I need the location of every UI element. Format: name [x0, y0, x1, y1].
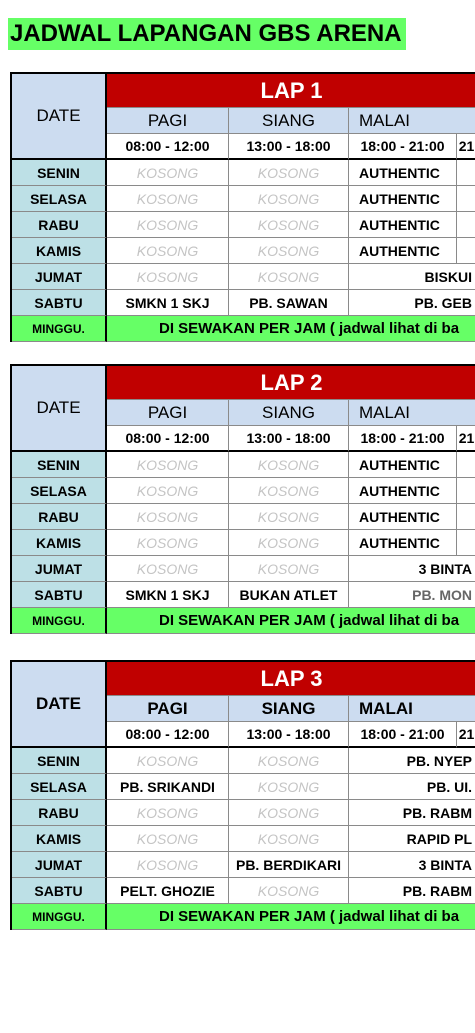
slot-malam: AUTHENTIC	[349, 186, 457, 212]
minggu-note: DI SEWAKAN PER JAM ( jadwal lihat di ba	[107, 904, 475, 930]
day-label: JUMAT	[12, 556, 107, 582]
day-label: SABTU	[12, 582, 107, 608]
slot-siang: KOSONG	[229, 826, 349, 852]
slot-malam: AUTHENTIC	[349, 238, 457, 264]
slot-pagi: KOSONG	[107, 186, 229, 212]
slot-siang: BUKAN ATLET	[229, 582, 349, 608]
date-header: DATE	[12, 366, 107, 452]
slot-pagi: SMKN 1 SKJ	[107, 290, 229, 316]
slot-siang: KOSONG	[229, 556, 349, 582]
slot-pagi: KOSONG	[107, 748, 229, 774]
slot-siang: KOSONG	[229, 748, 349, 774]
slot-malam: AUTHENTIC	[349, 212, 457, 238]
slot-malam: AUTHENTIC	[349, 452, 457, 478]
day-label: SENIN	[12, 748, 107, 774]
time-header-extra: 21	[457, 722, 475, 748]
minggu-note: DI SEWAKAN PER JAM ( jadwal lihat di ba	[107, 316, 475, 342]
day-label: JUMAT	[12, 852, 107, 878]
shift-header-pagi: PAGI	[107, 400, 229, 426]
slot-malam: 3 BINTA	[349, 556, 475, 582]
slot-extra	[457, 238, 475, 264]
slot-pagi: KOSONG	[107, 826, 229, 852]
slot-pagi: KOSONG	[107, 504, 229, 530]
slot-malam: 3 BINTA	[349, 852, 475, 878]
day-label: KAMIS	[12, 530, 107, 556]
shift-header-siang: SIANG	[229, 400, 349, 426]
time-header-pagi: 08:00 - 12:00	[107, 722, 229, 748]
day-label: JUMAT	[12, 264, 107, 290]
slot-pagi: KOSONG	[107, 264, 229, 290]
time-header-malam: 18:00 - 21:00	[349, 722, 457, 748]
slot-malam: AUTHENTIC	[349, 478, 457, 504]
slot-malam: PB. RABM	[349, 878, 475, 904]
day-label: RABU	[12, 800, 107, 826]
slot-pagi: PB. SRIKANDI	[107, 774, 229, 800]
slot-extra	[457, 452, 475, 478]
day-label: SABTU	[12, 878, 107, 904]
day-label-minggu: MINGGU.	[12, 316, 107, 342]
shift-header-siang: SIANG	[229, 696, 349, 722]
time-header-siang: 13:00 - 18:00	[229, 722, 349, 748]
day-label: SABTU	[12, 290, 107, 316]
time-header-siang: 13:00 - 18:00	[229, 426, 349, 452]
slot-siang: KOSONG	[229, 774, 349, 800]
time-header-malam: 18:00 - 21:00	[349, 134, 457, 160]
day-label-minggu: MINGGU.	[12, 904, 107, 930]
slot-extra	[457, 478, 475, 504]
lap-table	[10, 660, 475, 930]
slot-pagi: KOSONG	[107, 478, 229, 504]
slot-siang: KOSONG	[229, 504, 349, 530]
slot-siang: PB. SAWAN	[229, 290, 349, 316]
slot-siang: KOSONG	[229, 478, 349, 504]
slot-extra	[457, 530, 475, 556]
slot-siang: KOSONG	[229, 878, 349, 904]
time-header-extra: 21	[457, 426, 475, 452]
day-label-minggu: MINGGU.	[12, 608, 107, 634]
slot-pagi: KOSONG	[107, 212, 229, 238]
slot-siang: KOSONG	[229, 212, 349, 238]
slot-pagi: KOSONG	[107, 530, 229, 556]
page-title: JADWAL LAPANGAN GBS ARENA	[8, 18, 406, 50]
day-label: SENIN	[12, 452, 107, 478]
slot-pagi: KOSONG	[107, 852, 229, 878]
slot-malam: AUTHENTIC	[349, 504, 457, 530]
lap-title: LAP 3	[107, 662, 475, 696]
slot-malam: RAPID PL	[349, 826, 475, 852]
slot-malam: PB. GEB	[349, 290, 475, 316]
slot-siang: PB. BERDIKARI	[229, 852, 349, 878]
slot-extra	[457, 212, 475, 238]
slot-extra	[457, 504, 475, 530]
shift-header-malam: MALAI	[349, 696, 475, 722]
day-label: RABU	[12, 212, 107, 238]
lap-title: LAP 2	[107, 366, 475, 400]
day-label: SENIN	[12, 160, 107, 186]
day-label: SELASA	[12, 774, 107, 800]
time-header-pagi: 08:00 - 12:00	[107, 426, 229, 452]
slot-siang: KOSONG	[229, 800, 349, 826]
slot-pagi: SMKN 1 SKJ	[107, 582, 229, 608]
slot-siang: KOSONG	[229, 530, 349, 556]
date-header: DATE	[12, 662, 107, 748]
day-label: SELASA	[12, 478, 107, 504]
slot-pagi: PELT. GHOZIE	[107, 878, 229, 904]
lap-table	[10, 72, 475, 342]
slot-pagi: KOSONG	[107, 800, 229, 826]
slot-extra	[457, 160, 475, 186]
slot-malam: AUTHENTIC	[349, 160, 457, 186]
slot-malam: BISKUI	[349, 264, 475, 290]
slot-pagi: KOSONG	[107, 556, 229, 582]
day-label: RABU	[12, 504, 107, 530]
slot-pagi: KOSONG	[107, 452, 229, 478]
slot-malam: PB. RABM	[349, 800, 475, 826]
lap-table	[10, 364, 475, 634]
slot-siang: KOSONG	[229, 452, 349, 478]
shift-header-pagi: PAGI	[107, 108, 229, 134]
day-label: SELASA	[12, 186, 107, 212]
slot-malam: AUTHENTIC	[349, 530, 457, 556]
date-header: DATE	[12, 74, 107, 160]
slot-malam: PB. NYEP	[349, 748, 475, 774]
slot-malam: PB. MON	[349, 582, 475, 608]
shift-header-pagi: PAGI	[107, 696, 229, 722]
day-label: KAMIS	[12, 238, 107, 264]
shift-header-malam: MALAI	[349, 400, 475, 426]
time-header-siang: 13:00 - 18:00	[229, 134, 349, 160]
shift-header-malam: MALAI	[349, 108, 475, 134]
slot-siang: KOSONG	[229, 186, 349, 212]
lap-title: LAP 1	[107, 74, 475, 108]
time-header-pagi: 08:00 - 12:00	[107, 134, 229, 160]
slot-extra	[457, 186, 475, 212]
time-header-malam: 18:00 - 21:00	[349, 426, 457, 452]
slot-siang: KOSONG	[229, 160, 349, 186]
time-header-extra: 21	[457, 134, 475, 160]
minggu-note: DI SEWAKAN PER JAM ( jadwal lihat di ba	[107, 608, 475, 634]
slot-pagi: KOSONG	[107, 238, 229, 264]
slot-siang: KOSONG	[229, 238, 349, 264]
slot-pagi: KOSONG	[107, 160, 229, 186]
day-label: KAMIS	[12, 826, 107, 852]
slot-malam: PB. UI.	[349, 774, 475, 800]
slot-siang: KOSONG	[229, 264, 349, 290]
shift-header-siang: SIANG	[229, 108, 349, 134]
